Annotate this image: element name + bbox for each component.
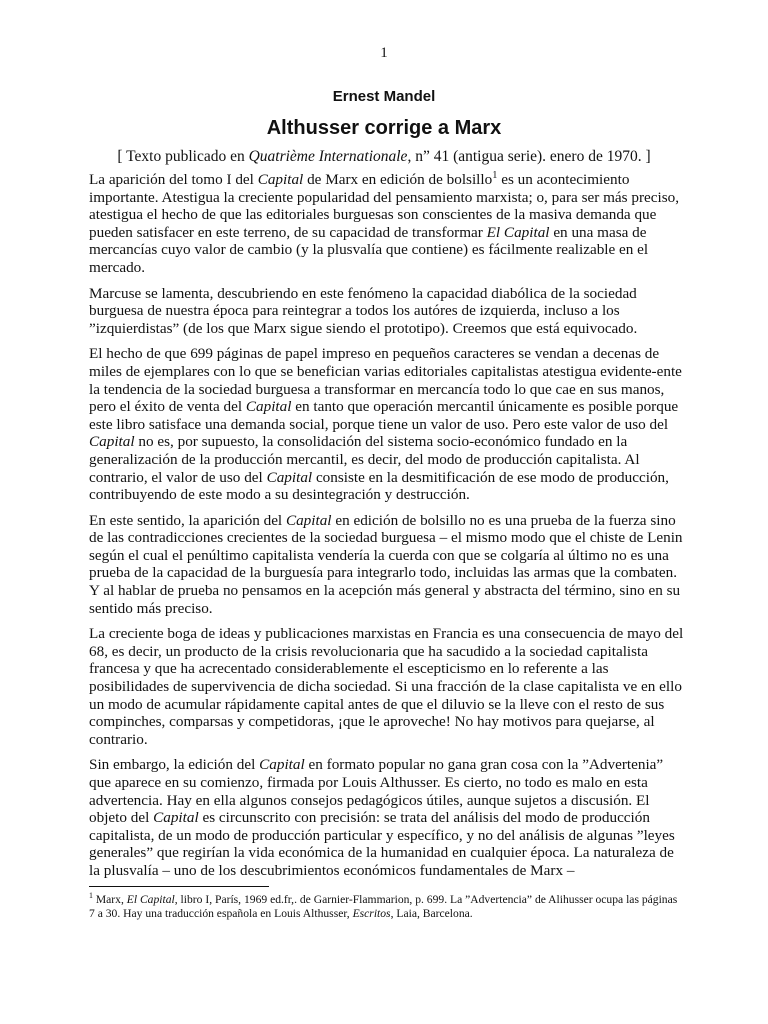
page-number: 1 xyxy=(380,45,388,61)
text-run: de Marx en edición de bolsillo xyxy=(303,171,493,188)
publication-note xyxy=(0,148,768,166)
paragraph xyxy=(89,512,685,618)
paragraph xyxy=(89,171,685,277)
italic-text: Capital xyxy=(285,511,332,529)
footnote xyxy=(89,893,685,920)
footnote-marker: 1 xyxy=(89,891,93,901)
italic-text: Capital xyxy=(245,398,292,416)
text-run: , Laia, Barcelona. xyxy=(390,906,473,920)
text-run: en tanto que operación mercantil únicamente es posible porque este libro satisface una demanda social, porque tiene un valor de uso. Pero este valor de uso del xyxy=(89,398,679,433)
italic-text: Escritos xyxy=(352,906,391,920)
text-run: Marx, xyxy=(92,893,127,906)
paragraph xyxy=(89,285,685,338)
text-run: En este sentido, la aparición del xyxy=(89,511,286,529)
footnote-marker: 1 xyxy=(492,169,498,181)
text-run: La aparición del tomo I del xyxy=(89,171,258,188)
text-run: en edición de bolsillo no es una prueba de la fuerza sino de las contradicciones crecientes de la sociedad burguesa – el mismo modo que el chiste de Lenin según el cual el penúltimo capitalista vendería la cuerda con que se colgaría al último no es una prueba de la capacidad de la burguesía para integrarlo todo, incluidas las armas que la combaten. Y al hablar de prueba no pensamos en la acepción más general y abstracta del término, sino en su sentido más preciso. xyxy=(89,511,683,617)
text-run: en formato popular no gana gran cosa con la ”Advertenia” que aparece en su comienzo, firmada por Louis Althusser. Es cierto, no todo es malo en esta advertencia. Hay en ella algunos consejos pedagógicos útiles, aunque sujetos a discusión. El objeto del xyxy=(89,756,664,827)
text-run: La creciente boga de ideas y publicaciones marxistas en Francia es una consecuencia de mayo del 68, es decir, un producto de la crisis revolucionaria que ha sacudido a la sociedad capitalista francesa y que ha acrecentado considerablemente el escepticismo en lo referente a las posibilidades de supervivencia de dicha sociedad. Si una fracción de la clase capitalista ve en ello un modo de acumular rápidamente capital antes de que el diluvio se la lleve con el resto de sus compinches, comparsas y competidoras, ¡que le aproveche! No hay motivos para quejarse, al contrario. xyxy=(89,625,684,748)
italic-text: Capital xyxy=(89,433,135,451)
paragraph xyxy=(89,625,685,748)
body-text xyxy=(89,171,685,888)
pub-note-after: , n” 41 (antigua serie). enero de 1970. ] xyxy=(407,148,651,165)
text-run: consiste en la desmitificación de ese modo de producción, contribuyendo de este modo a su desintegración y destrucción. xyxy=(89,468,669,504)
text-run: no es, por supuesto, la consolidación del sistema socio-económico fundado en la generalización de la producción mercantil, es decir, del modo de producción capitalista. Al contrario, el valor de uso del xyxy=(89,433,640,486)
text-run: Sin embargo, la edición del xyxy=(89,756,260,774)
text-run: , libro I, París, 1969 ed.fr,. de Garnier-Flammarion, p. 699. La ”Advertencia” de Alihusser ocupa las páginas 7 a 30. Hay una traducción española en Louis Althusser, xyxy=(89,893,678,920)
italic-text: El Capital xyxy=(486,223,550,241)
author-name: Ernest Mandel xyxy=(332,88,436,105)
paragraph xyxy=(89,756,685,879)
footnote-divider xyxy=(89,886,269,887)
italic-text: Capital xyxy=(266,468,313,486)
italic-text: Capital xyxy=(153,809,199,827)
italic-text: Capital xyxy=(259,756,305,774)
journal-name: Quatrième Internationale xyxy=(248,148,408,165)
text-run: El hecho de que 699 páginas de papel impreso en pequeños caracteres se vendan a decenas de miles de ejemplares con lo que se benefician varias editoriales capitalistas atestigua evidente-ente la tendencia de la sociedad burguesa a transformar en mercancía todo lo que cae en sus manos, pero el éxito de venta del xyxy=(89,345,682,416)
italic-text: El Capital xyxy=(126,893,175,906)
text-run: es un acontecimiento importante. Atestigua la creciente popularidad del pensamiento marxista; o, para ser más preciso, atestigua el hecho de que las editoriales burguesas son conscientes de la masiva demanda que pueden satisfacer en este terreno, de su capacidad de transformar xyxy=(89,171,679,241)
pub-note-before: [ Texto publicado en xyxy=(117,148,249,165)
text-run: Marcuse se lamenta, descubriendo en este fenómeno la capacidad diabólica de la sociedad burguesa de nuestra época para reintegrar a todos los autóres de izquierda, incluso a los ”izquierdistas” (de los que Marx sigue siendo el prototipo). Creemos que está equivocado. xyxy=(89,284,638,337)
paragraph xyxy=(89,345,685,503)
document-title: Althusser corrige a Marx xyxy=(266,117,502,139)
italic-text: Capital xyxy=(257,171,304,188)
text-run: en una masa de mercancías cuyo valor de cambio (y la plusvalía que contiene) es fácilmente realizable en el mercado. xyxy=(89,223,649,276)
text-run: es circunscrito con precisión: se trata del análisis del modo de producción capitalista, de un modo de producción particular y específico, y no del análisis de algunas ”leyes generales” que regirían la vida económica de la humanidad en cualquier época. La naturaleza de la plusvalía – uno de los descubrimientos económicos fundamentales de Marx – xyxy=(89,809,675,879)
